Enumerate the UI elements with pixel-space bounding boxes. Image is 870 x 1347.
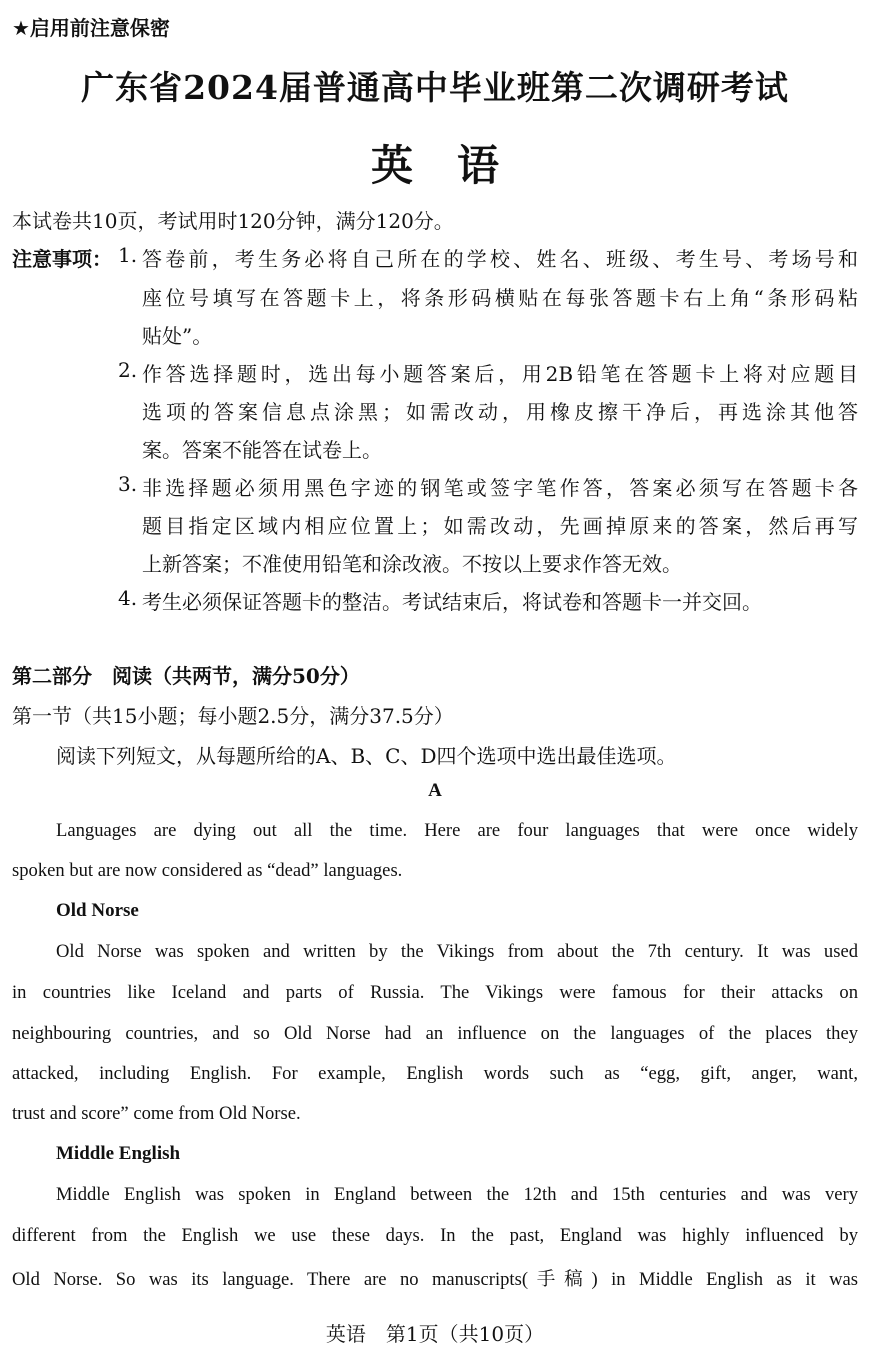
passage-line: neighbouring countries, and so Old Norse had an influence on the languages of the places they [12,1023,858,1044]
note-line: 选项的答案信息点涂黑；如需改动，用橡皮擦干净后，再选涂其他答 [142,400,858,424]
note-line: 贴处”。 [142,324,213,348]
reading-instruction: 阅读下列短文，从每题所给的A、B、C、D四个选项中选出最佳选项。 [56,744,677,768]
passage-line: Middle English was spoken in England between the 12th and 15th centuries and was very [56,1184,858,1205]
heading-middle-english: Middle English [56,1143,181,1164]
exam-intro: 本试卷共10页，考试用时120分钟，满分120分。 [12,209,454,233]
passage-line: in countries like Iceland and parts of Russia. The Vikings were famous for their attacks on [12,982,858,1003]
note-number: 2. [118,358,138,382]
note-line: 案。答案不能答在试卷上。 [142,438,382,462]
note-line: 题目指定区域内相应位置上；如需改动，先画掉原来的答案，然后再写 [142,514,858,538]
passage-line: Old Norse. So was its language. There are no manuscripts(手稿) in Middle English as it was [12,1269,858,1290]
passage-line: spoken but are now considered as “dead” languages. [12,860,403,881]
notes-label: 注意事项： [12,247,112,271]
note-line: 座位号填写在答题卡上，将条形码横贴在每张答题卡右上角“条形码粘 [142,286,858,310]
note-number: 3. [118,472,138,496]
passage-line: attacked, including English. For example, English words such as “egg, gift, anger, want, [12,1063,858,1084]
note-line: 考生必须保证答题卡的整洁。考试结束后，将试卷和答题卡一并交回。 [142,590,762,614]
secret-mark: ★启用前注意保密 [12,16,170,40]
passage-line: Old Norse was spoken and written by the Vikings from about the 7th century. It was used [56,941,858,962]
note-line: 非选择题必须用黑色字迹的钢笔或签字笔作答，答案必须写在答题卡各 [142,476,858,500]
note-line: 答卷前，考生务必将自己所在的学校、姓名、班级、考生号、考场号和 [142,247,858,271]
passage-letter: A [428,780,442,801]
part2-heading: 第二部分 阅读（共两节，满分50分） [12,664,360,688]
note-line: 上新答案；不准使用铅笔和涂改液。不按以上要求作答无效。 [142,552,682,576]
note-number: 4. [118,586,138,610]
passage-line: trust and score” come from Old Norse. [12,1103,301,1124]
note-number: 1. [118,243,138,267]
note-line: 作答选择题时，选出每小题答案后，用2B铅笔在答题卡上将对应题目 [142,362,858,386]
heading-old-norse: Old Norse [56,900,139,921]
section1-heading: 第一节（共15小题；每小题2.5分，满分37.5分） [12,704,454,728]
subject-title: 英语 [370,141,543,190]
passage-line: different from the English we use these days. In the past, England was highly influenced by [12,1225,858,1246]
page-footer: 英语 第1页（共10页） [325,1322,545,1346]
exam-title: 广东省2024届普通高中毕业班第二次调研考试 [81,68,789,107]
passage-line: Languages are dying out all the time. Here are four languages that were once widely [56,820,858,841]
